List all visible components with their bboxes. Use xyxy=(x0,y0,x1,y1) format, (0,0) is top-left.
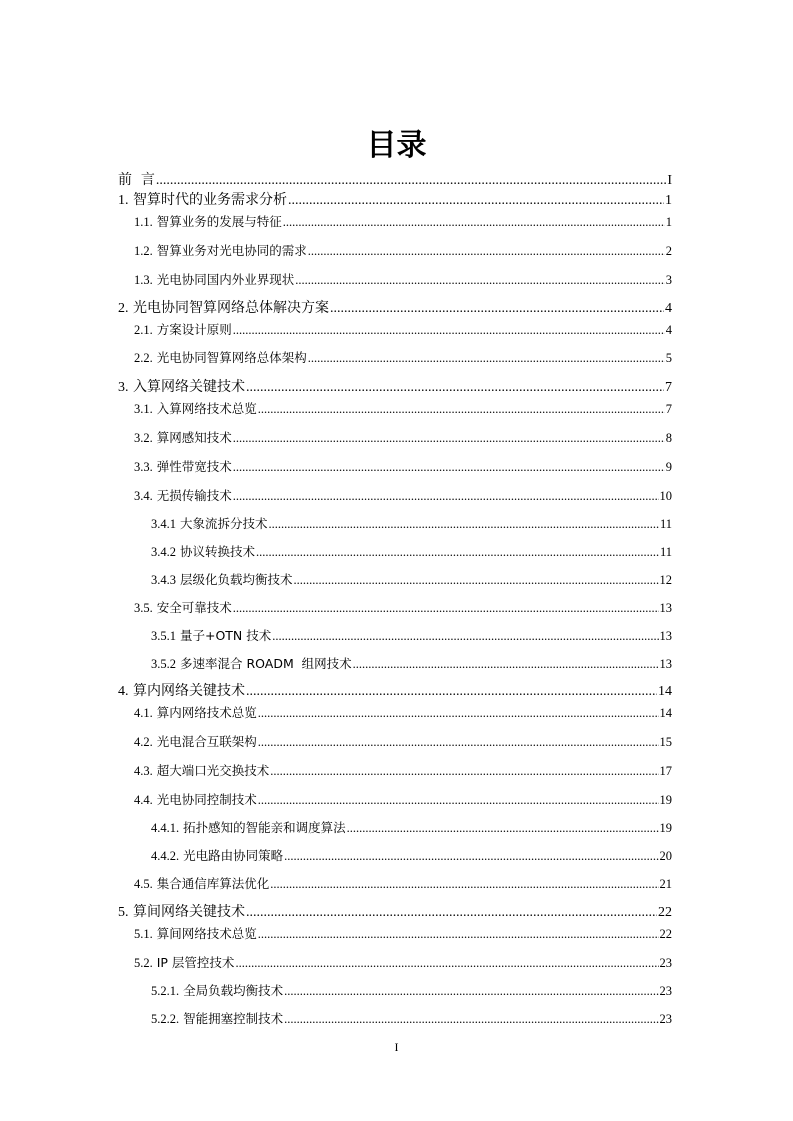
dot-leader xyxy=(270,874,658,894)
toc-entry-number: 3.4. xyxy=(134,489,153,503)
toc-entry-page: 19 xyxy=(659,793,672,807)
dot-leader xyxy=(353,654,659,674)
toc-entry-title: 光电协同智算网络总体架构 xyxy=(156,350,307,365)
toc-entry-number: 5.2. xyxy=(134,956,153,970)
toc-entry-title: 层级化负载均衡技术 xyxy=(179,572,293,587)
toc-entry-title: 协议转换技术 xyxy=(179,544,255,559)
toc-entry-title: 前 言 xyxy=(118,172,155,188)
toc-entry-title: 智算业务对光电协同的需求 xyxy=(156,243,307,258)
toc-entry-title: 全局负载均衡技术 xyxy=(183,983,284,998)
toc-entry[interactable] xyxy=(134,348,672,368)
toc-entry[interactable] xyxy=(134,320,672,340)
toc-entry[interactable] xyxy=(134,486,672,506)
dot-leader xyxy=(284,981,658,1001)
toc-entry-title: 入算网络关键技术 xyxy=(132,379,245,395)
dot-leader xyxy=(269,514,659,534)
toc-entry-title: 智算时代的业务需求分析 xyxy=(132,192,287,208)
dot-leader xyxy=(258,703,659,723)
toc-entry-title: 方案设计原则 xyxy=(156,322,232,337)
toc-entry[interactable] xyxy=(151,626,672,646)
dot-leader xyxy=(246,378,664,398)
toc-entry-title: 光电协同智算网络总体解决方案 xyxy=(132,300,329,316)
toc-entry-number: 5.1. xyxy=(134,927,153,941)
toc-entry[interactable] xyxy=(134,874,672,894)
toc-entry-page: 15 xyxy=(659,735,672,749)
toc-entry-page: 23 xyxy=(659,956,672,970)
dot-leader xyxy=(284,1009,658,1029)
toc-entry-number: 3.5.1 xyxy=(151,629,176,643)
toc-entry-label xyxy=(151,846,283,866)
toc-entry-title: 大象流拆分技术 xyxy=(179,516,268,531)
toc-entry-title: 智算业务的发展与特征 xyxy=(156,214,282,229)
toc-entry[interactable] xyxy=(151,570,672,590)
toc-entry-label xyxy=(134,874,269,894)
toc-entry-number: 4.4.1. xyxy=(151,821,180,835)
dot-leader xyxy=(258,399,665,419)
toc-entry-page: 9 xyxy=(665,460,672,474)
toc-entry-label xyxy=(118,681,245,702)
toc-entry-number: 4.4. xyxy=(134,793,153,807)
toc-entry-page: 23 xyxy=(659,984,672,998)
dot-leader xyxy=(347,818,659,838)
toc-entry[interactable] xyxy=(134,732,672,752)
toc-entry-label xyxy=(118,170,155,190)
dot-leader xyxy=(246,903,657,923)
toc-entry-label xyxy=(134,320,232,340)
toc-entry[interactable] xyxy=(151,1009,672,1029)
toc-entry-label xyxy=(151,654,352,674)
toc-entry-title: 光电协同控制技术 xyxy=(156,792,257,807)
toc-entry-number: 3.5. xyxy=(134,601,153,615)
toc-entry[interactable] xyxy=(151,654,672,674)
toc-entry-label xyxy=(134,486,232,506)
toc-entry-title: 集合通信库算法优化 xyxy=(156,876,270,891)
toc-entry-title: 安全可靠技术 xyxy=(156,600,232,615)
dot-leader xyxy=(295,270,665,290)
toc-entry-number: 2.1. xyxy=(134,323,153,337)
toc-entry-number: 5.2.1. xyxy=(151,984,180,998)
dot-leader xyxy=(288,191,664,211)
toc-entry-page: 13 xyxy=(659,629,672,643)
toc-entry-label xyxy=(134,348,307,368)
toc-entry[interactable] xyxy=(118,298,672,318)
page-title: 目录 xyxy=(366,128,427,163)
toc-entry[interactable] xyxy=(134,270,672,290)
toc-entry[interactable] xyxy=(134,761,672,781)
toc-entry-page: 14 xyxy=(659,706,672,720)
toc-entry-title: 算间网络技术总览 xyxy=(156,926,257,941)
toc-entry-label xyxy=(134,270,294,290)
toc-entry-label xyxy=(134,761,269,781)
toc-entry[interactable] xyxy=(134,399,672,419)
toc-entry[interactable] xyxy=(134,241,672,261)
dot-leader xyxy=(233,598,659,618)
toc-entry-page: 4 xyxy=(665,301,672,316)
dot-leader xyxy=(330,299,664,319)
toc-entry-number: 4.5. xyxy=(134,877,153,891)
toc-entry-label xyxy=(118,190,287,211)
dot-leader xyxy=(256,542,659,562)
dot-leader xyxy=(270,761,658,781)
toc-entry[interactable] xyxy=(151,514,672,534)
toc-entry-number: 4. xyxy=(118,684,129,699)
toc-entry-title: IP 层管控技术 xyxy=(156,955,235,970)
toc-entry-page: 22 xyxy=(658,905,672,920)
dot-leader xyxy=(235,953,658,973)
toc-entry-number: 1.1. xyxy=(134,215,153,229)
toc-entry-label xyxy=(134,790,257,810)
dot-leader xyxy=(308,348,665,368)
toc-entry-label xyxy=(118,902,245,923)
toc-entry[interactable] xyxy=(151,542,672,562)
toc-entry-title: 光电路由协同策略 xyxy=(183,848,284,863)
toc-entry-title: 算网感知技术 xyxy=(156,430,232,445)
toc-entry-number: 2. xyxy=(118,301,129,316)
toc-entry-label xyxy=(151,1009,283,1029)
toc-entry-number: 3.2. xyxy=(134,431,153,445)
toc-entry-number: 3.4.1 xyxy=(151,517,176,531)
toc-entry-page: 13 xyxy=(659,657,672,671)
toc-entry-title: 量子+OTN 技术 xyxy=(179,628,272,643)
toc-entry-number: 1.2. xyxy=(134,244,153,258)
toc-entry-label xyxy=(134,598,232,618)
toc-entry-label xyxy=(151,542,255,562)
toc-entry-page: 11 xyxy=(659,517,672,531)
toc-entry-page: I xyxy=(667,173,672,188)
toc-entry-page: 13 xyxy=(659,601,672,615)
toc-entry[interactable] xyxy=(134,598,672,618)
toc-entry-number: 3. xyxy=(118,380,129,395)
toc-entry-number: 3.4.3 xyxy=(151,573,176,587)
dot-leader xyxy=(246,682,657,702)
toc-entry-title: 算间网络关键技术 xyxy=(132,904,245,920)
dot-leader xyxy=(294,570,659,590)
toc-entry-title: 智能拥塞控制技术 xyxy=(183,1011,284,1026)
toc-entry-page: 23 xyxy=(659,1012,672,1026)
toc-entry-page: 10 xyxy=(659,489,672,503)
toc-entry[interactable] xyxy=(118,377,672,397)
toc-entry-title: 超大端口光交换技术 xyxy=(156,763,270,778)
dot-leader xyxy=(284,846,658,866)
toc-entry-title: 算内网络技术总览 xyxy=(156,705,257,720)
toc-entry-label xyxy=(151,981,283,1001)
toc-entry-number: 3.1. xyxy=(134,402,153,416)
toc-entry-label xyxy=(151,514,268,534)
toc-entry-page: 5 xyxy=(665,351,672,365)
toc-entry[interactable] xyxy=(134,457,672,477)
toc-entry-number: 1.3. xyxy=(134,273,153,287)
dot-leader xyxy=(283,212,665,232)
dot-leader xyxy=(233,457,665,477)
toc-entry-label xyxy=(134,732,257,752)
dot-leader xyxy=(272,626,658,646)
dot-leader xyxy=(258,732,659,752)
toc-entry-label xyxy=(134,703,257,723)
toc-entry[interactable] xyxy=(118,681,672,701)
toc-entry[interactable] xyxy=(134,790,672,810)
toc-entry-label xyxy=(134,953,234,973)
toc-entry-number: 1. xyxy=(118,193,129,208)
toc-entry-number: 5. xyxy=(118,905,129,920)
toc-entry-number: 4.4.2. xyxy=(151,849,180,863)
toc-entry-page: 1 xyxy=(665,215,672,229)
toc-entry-number: 4.3. xyxy=(134,764,153,778)
toc-entry-page: 19 xyxy=(659,821,672,835)
toc-entry-label xyxy=(134,457,232,477)
toc-entry[interactable] xyxy=(118,170,672,190)
toc-entry[interactable] xyxy=(134,428,672,448)
page-number: I xyxy=(394,1040,399,1054)
toc-entry-title: 光电混合互联架构 xyxy=(156,734,257,749)
dot-leader xyxy=(258,924,659,944)
toc-entry-title: 多速率混合 ROADM 组网技术 xyxy=(179,656,352,671)
toc-entry[interactable] xyxy=(151,818,672,838)
toc-entry-title: 算内网络关键技术 xyxy=(132,683,245,699)
dot-leader xyxy=(308,241,665,261)
toc-entry-page: 2 xyxy=(665,244,672,258)
toc-entry[interactable] xyxy=(118,902,672,922)
toc-entry-number: 4.2. xyxy=(134,735,153,749)
toc-entry-number: 3.4.2 xyxy=(151,545,176,559)
toc-entry-label xyxy=(151,570,293,590)
toc-entry-label xyxy=(134,399,257,419)
toc-entry[interactable] xyxy=(151,846,672,866)
toc-entry-page: 4 xyxy=(665,323,672,337)
toc-entry-page: 11 xyxy=(659,545,672,559)
toc-entry[interactable] xyxy=(134,212,672,232)
toc-entry-page: 3 xyxy=(665,273,672,287)
toc-entry-number: 2.2. xyxy=(134,351,153,365)
toc-entry-page: 8 xyxy=(665,431,672,445)
dot-leader xyxy=(233,320,665,340)
toc-entry-title: 弹性带宽技术 xyxy=(156,459,232,474)
toc-entry-title: 拓扑感知的智能亲和调度算法 xyxy=(183,820,346,835)
toc-entry-page: 7 xyxy=(665,380,672,395)
toc-entry-page: 21 xyxy=(659,877,672,891)
toc-entry-number: 3.5.2 xyxy=(151,657,176,671)
toc-entry-page: 14 xyxy=(658,684,672,699)
toc-entry[interactable] xyxy=(151,981,672,1001)
toc-entry-label xyxy=(134,212,282,232)
toc-entry-page: 20 xyxy=(659,849,672,863)
toc-entry-page: 1 xyxy=(665,193,672,208)
toc-entry[interactable] xyxy=(134,703,672,723)
toc-entry-label xyxy=(118,377,245,398)
dot-leader xyxy=(233,428,665,448)
toc-entry-label xyxy=(118,298,329,319)
toc-entry-title: 入算网络技术总览 xyxy=(156,401,257,416)
toc-entry-page: 12 xyxy=(659,573,672,587)
toc-entry-page: 7 xyxy=(665,402,672,416)
toc-entry[interactable] xyxy=(134,953,672,973)
dot-leader xyxy=(156,171,666,191)
toc-entry-label xyxy=(134,428,232,448)
toc-entry-page: 17 xyxy=(659,764,672,778)
toc-entry-label xyxy=(134,241,307,261)
toc-entry-number: 4.1. xyxy=(134,706,153,720)
toc-entry-number: 3.3. xyxy=(134,460,153,474)
toc-entry-page: 22 xyxy=(659,927,672,941)
toc-entry-title: 光电协同国内外业界现状 xyxy=(156,272,295,287)
toc-entry-label xyxy=(134,924,257,944)
toc-entry-title: 无损传输技术 xyxy=(156,488,232,503)
toc-entry-number: 5.2.2. xyxy=(151,1012,180,1026)
dot-leader xyxy=(258,790,659,810)
toc-entry[interactable] xyxy=(134,924,672,944)
toc-entry-label xyxy=(151,818,346,838)
toc-entry[interactable] xyxy=(118,190,672,210)
toc-entry-label xyxy=(151,626,271,646)
dot-leader xyxy=(233,486,659,506)
